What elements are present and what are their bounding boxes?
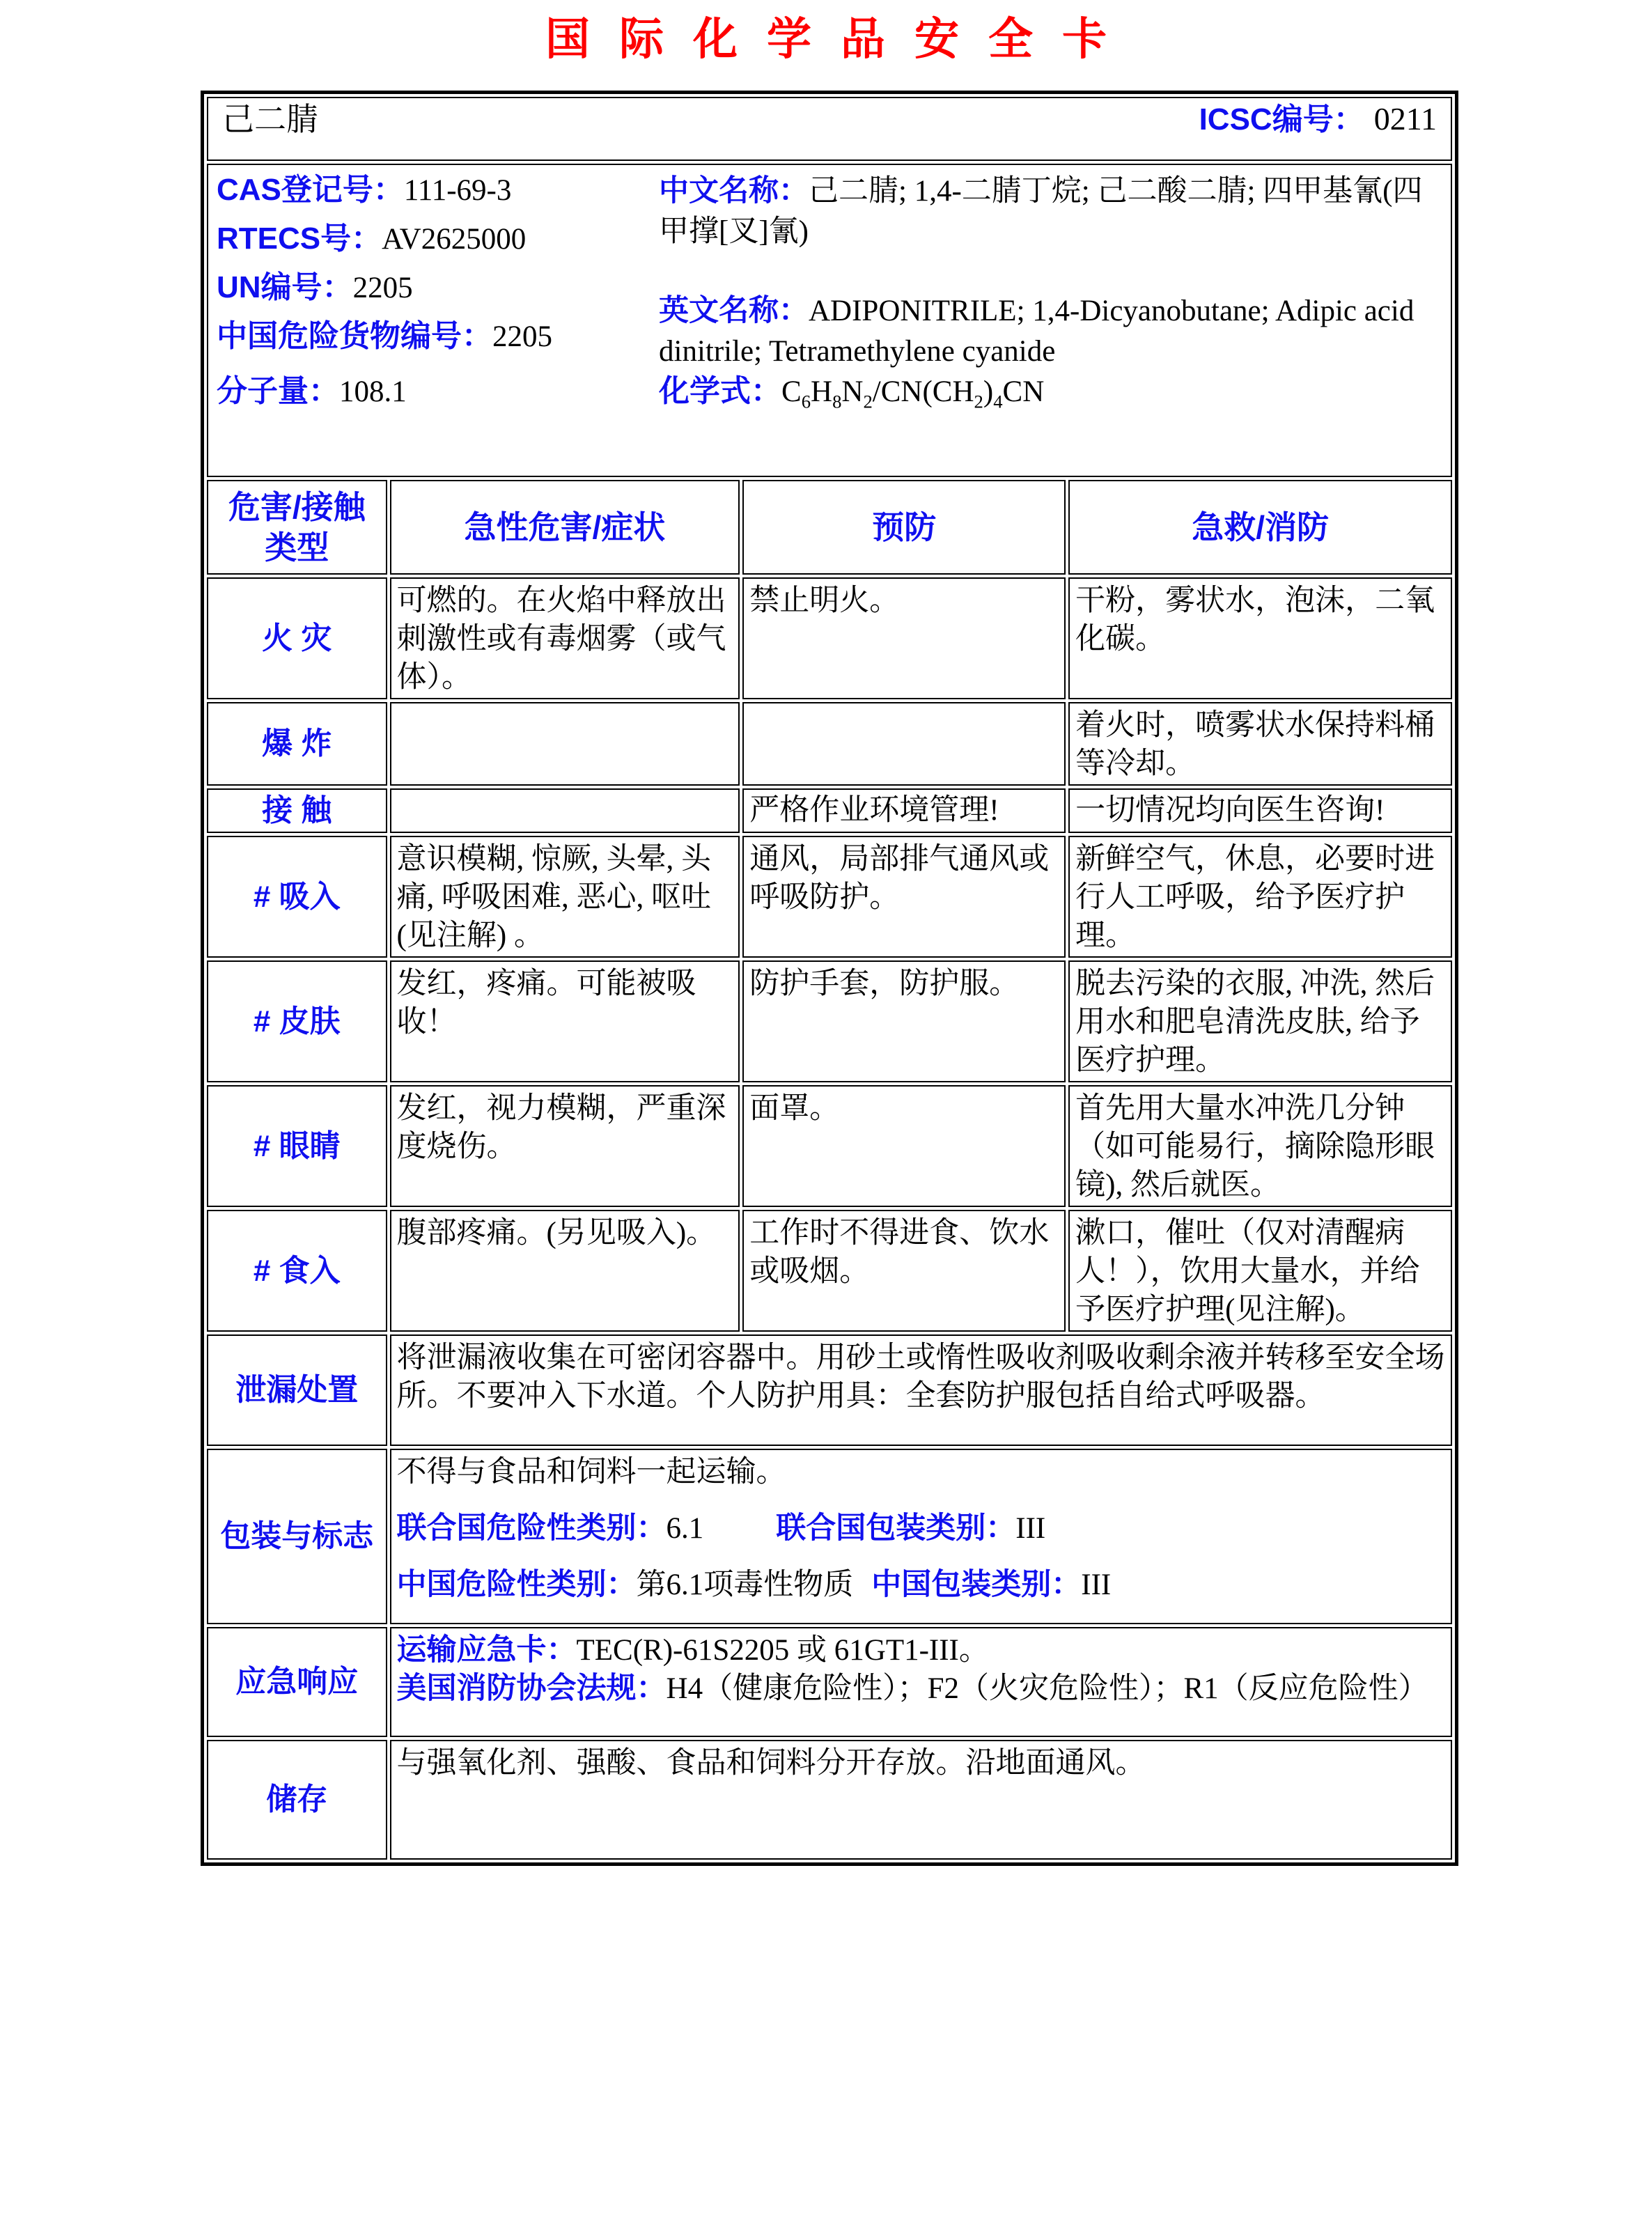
explosion-prevention-cell	[742, 702, 1066, 786]
skin-label: # 皮肤	[207, 960, 387, 1082]
eyes-label: # 眼睛	[207, 1085, 387, 1207]
inhalation-label: # 吸入	[207, 836, 387, 958]
fire-response-cell: 干粉，雾状水，泡沫，二氧化碳。	[1068, 577, 1452, 699]
header-hazard-type-line1: 危害/接触	[228, 489, 366, 525]
explosion-label: 爆 炸	[207, 702, 387, 786]
fire-prevention-cell: 禁止明火。	[742, 577, 1066, 699]
header-symptoms-cell: 急性危害/症状	[390, 480, 740, 575]
cn-dangerous-goods-value: 2205	[492, 320, 552, 353]
emergency-content-cell	[390, 1627, 1452, 1737]
fire-symptoms-cell: 可燃的。在火焰中释放出刺激性或有毒烟雾（或气体）。	[390, 577, 740, 699]
un-number-value: 2205	[352, 272, 413, 304]
eyes-response-cell: 首先用大量水冲洗几分钟（如可能易行，摘除隐形眼镜), 然后就医。	[1068, 1085, 1452, 1207]
ingestion-prevention-cell: 工作时不得进食、饮水或吸烟。	[742, 1210, 1066, 1332]
contact-label: 接 触	[207, 788, 387, 833]
packaging-cn-line	[397, 1566, 1445, 1604]
packaging-row	[207, 1449, 1452, 1624]
safety-card-table	[201, 91, 1458, 1866]
registry-column	[217, 171, 652, 411]
packaging-transport-note: 不得与食品和饲料一起运输。	[396, 1456, 786, 1488]
ingestion-symptoms-cell: 腹部疼痛。(另见吸入)。	[390, 1210, 740, 1332]
un-number-label: UN编号：	[217, 270, 353, 304]
header-response-cell: 急救/消防	[1068, 480, 1452, 575]
un-class-group	[397, 1512, 704, 1545]
header-prevention-cell: 预防	[742, 480, 1066, 575]
nfpa-label: 美国消防协会法规：	[396, 1672, 667, 1705]
cas-value: 111-69-3	[403, 174, 512, 207]
inhalation-prevention-cell: 通风，局部排气通风或呼吸防护。	[742, 836, 1066, 958]
inhalation-response-cell: 新鲜空气，休息，必要时进行人工呼吸，给予医疗护理。	[1068, 836, 1452, 958]
eyes-symptoms-cell: 发红，视力模糊，严重深度烧伤。	[390, 1085, 740, 1207]
cn-class-label: 中国危险性类别：	[396, 1568, 637, 1601]
cn-pack-label: 中国包装类别：	[871, 1568, 1082, 1601]
english-name-label: 英文名称：	[659, 294, 809, 327]
chinese-name-para	[659, 171, 1442, 252]
hazard-row-fire	[207, 577, 1452, 699]
substance-name: 己二腈	[222, 102, 318, 137]
cas-line	[217, 171, 652, 210]
header-hazard-type-cell	[207, 480, 387, 575]
icsc-number: 0211	[1373, 101, 1437, 137]
nfpa-line	[397, 1670, 1445, 1708]
english-name-value: ADIPONITRILE; 1,4-Dicyanobutane; Adipic acid dinitrile; Tetramethylene cyanide	[659, 295, 1415, 368]
cas-label: CAS登记号：	[217, 173, 404, 207]
icsc-number-group	[1199, 100, 1437, 139]
emergency-label: 应急响应	[207, 1627, 387, 1737]
contact-response-cell: 一切情况均向医生咨询!	[1068, 788, 1452, 833]
ingestion-label: # 食入	[207, 1210, 387, 1332]
card-header-cell	[207, 97, 1452, 161]
un-pack-group	[776, 1512, 1045, 1545]
chinese-name-value: 己二腈; 1,4-二腈丁烷; 己二酸二腈; 四甲基氰(四甲撑[叉]氰)	[659, 175, 1423, 248]
un-number-line	[217, 268, 652, 307]
packaging-un-line	[397, 1509, 1445, 1548]
contact-symptoms-cell	[390, 788, 740, 833]
identification-row	[207, 164, 1452, 477]
rtecs-value: AV2625000	[382, 223, 527, 256]
chinese-name-label: 中文名称：	[659, 174, 809, 208]
storage-label: 储存	[207, 1740, 387, 1860]
packaging-content-cell	[390, 1449, 1452, 1624]
un-class-label: 联合国危险性类别：	[396, 1511, 667, 1545]
spillage-label: 泄漏处置	[207, 1334, 387, 1446]
page-title: 国际化学品安全卡	[545, 14, 1136, 64]
rtecs-line	[217, 219, 652, 258]
formula-line	[659, 372, 1442, 411]
formula-label: 化学式：	[659, 374, 781, 408]
contact-prevention-cell: 严格作业环境管理!	[742, 788, 1066, 833]
emergency-row	[207, 1627, 1452, 1737]
hazard-header-row	[207, 480, 1452, 575]
packaging-label: 包装与标志	[207, 1449, 387, 1624]
names-column	[652, 171, 1442, 411]
molecular-weight-line	[217, 372, 652, 411]
identification-cell	[207, 164, 1452, 477]
molecular-weight-label: 分子量：	[217, 374, 339, 408]
un-class-value: 6.1	[666, 1512, 704, 1545]
cn-dangerous-goods-label: 中国危险货物编号：	[217, 319, 492, 353]
hazard-row-explosion	[207, 702, 1452, 786]
hazard-row-eyes	[207, 1085, 1452, 1207]
molecular-weight-value: 108.1	[339, 375, 407, 408]
storage-text-cell: 与强氧化剂、强酸、食品和饲料分开存放。沿地面通风。	[390, 1740, 1452, 1860]
nfpa-value: H4（健康危险性）；F2（火灾危险性）；R1（反应危险性）	[666, 1672, 1428, 1705]
spacer	[217, 366, 652, 372]
eyes-prevention-cell: 面罩。	[742, 1085, 1066, 1207]
explosion-symptoms-cell	[390, 702, 740, 786]
hazard-row-contact	[207, 788, 1452, 833]
transport-emergency-card-line	[397, 1631, 1445, 1670]
cn-pack-group	[871, 1569, 1111, 1601]
card-header-flex	[214, 100, 1445, 139]
spillage-row	[207, 1334, 1452, 1446]
un-pack-value: III	[1015, 1512, 1046, 1545]
hazard-row-ingestion	[207, 1210, 1452, 1332]
hazard-row-inhalation	[207, 836, 1452, 958]
formula-value: $C_6H_8N_2/CN(CH_2)_4CN$	[781, 375, 1045, 412]
header-hazard-type-line2: 类型	[265, 529, 329, 566]
card-header-row	[207, 97, 1452, 161]
ingestion-response-cell: 漱口，催吐（仅对清醒病人！），饮用大量水，并给予医疗护理(见注解)。	[1068, 1210, 1452, 1332]
transport-emergency-card-value: TEC(R)-61S2205 或 61GT1-III。	[576, 1634, 989, 1667]
hazard-row-skin	[207, 960, 1452, 1082]
cn-class-group	[397, 1569, 854, 1601]
cn-pack-value: III	[1081, 1569, 1112, 1601]
transport-emergency-card-label: 运输应急卡：	[396, 1633, 577, 1667]
skin-symptoms-cell: 发红，疼痛。可能被吸收！	[390, 960, 740, 1082]
identification-grid	[214, 166, 1445, 418]
rtecs-label: RTECS号：	[217, 221, 382, 256]
inhalation-symptoms-cell: 意识模糊, 惊厥, 头晕, 头痛, 呼吸困难, 恶心, 呕吐(见注解) 。	[390, 836, 740, 958]
icsc-label: ICSC编号：	[1199, 102, 1364, 137]
skin-response-cell: 脱去污染的衣服, 冲洗, 然后用水和肥皂清洗皮肤, 给予医疗护理。	[1068, 960, 1452, 1082]
cn-dangerous-goods-line	[217, 317, 652, 356]
fire-label: 火 灾	[207, 577, 387, 699]
spillage-text-cell: 将泄漏液收集在可密闭容器中。用砂土或惰性吸收剂吸收剩余液并转移至安全场所。不要冲入下水道。个人防护用具：全套防护服包括自给式呼吸器。	[390, 1334, 1452, 1446]
un-pack-label: 联合国包装类别：	[776, 1511, 1016, 1545]
skin-prevention-cell: 防护手套，防护服。	[742, 960, 1066, 1082]
english-name-para	[659, 290, 1442, 372]
storage-row	[207, 1740, 1452, 1860]
explosion-response-cell: 着火时，喷雾状水保持料桶等冷却。	[1068, 702, 1452, 786]
cn-class-value: 第6.1项毒性物质	[636, 1569, 854, 1601]
